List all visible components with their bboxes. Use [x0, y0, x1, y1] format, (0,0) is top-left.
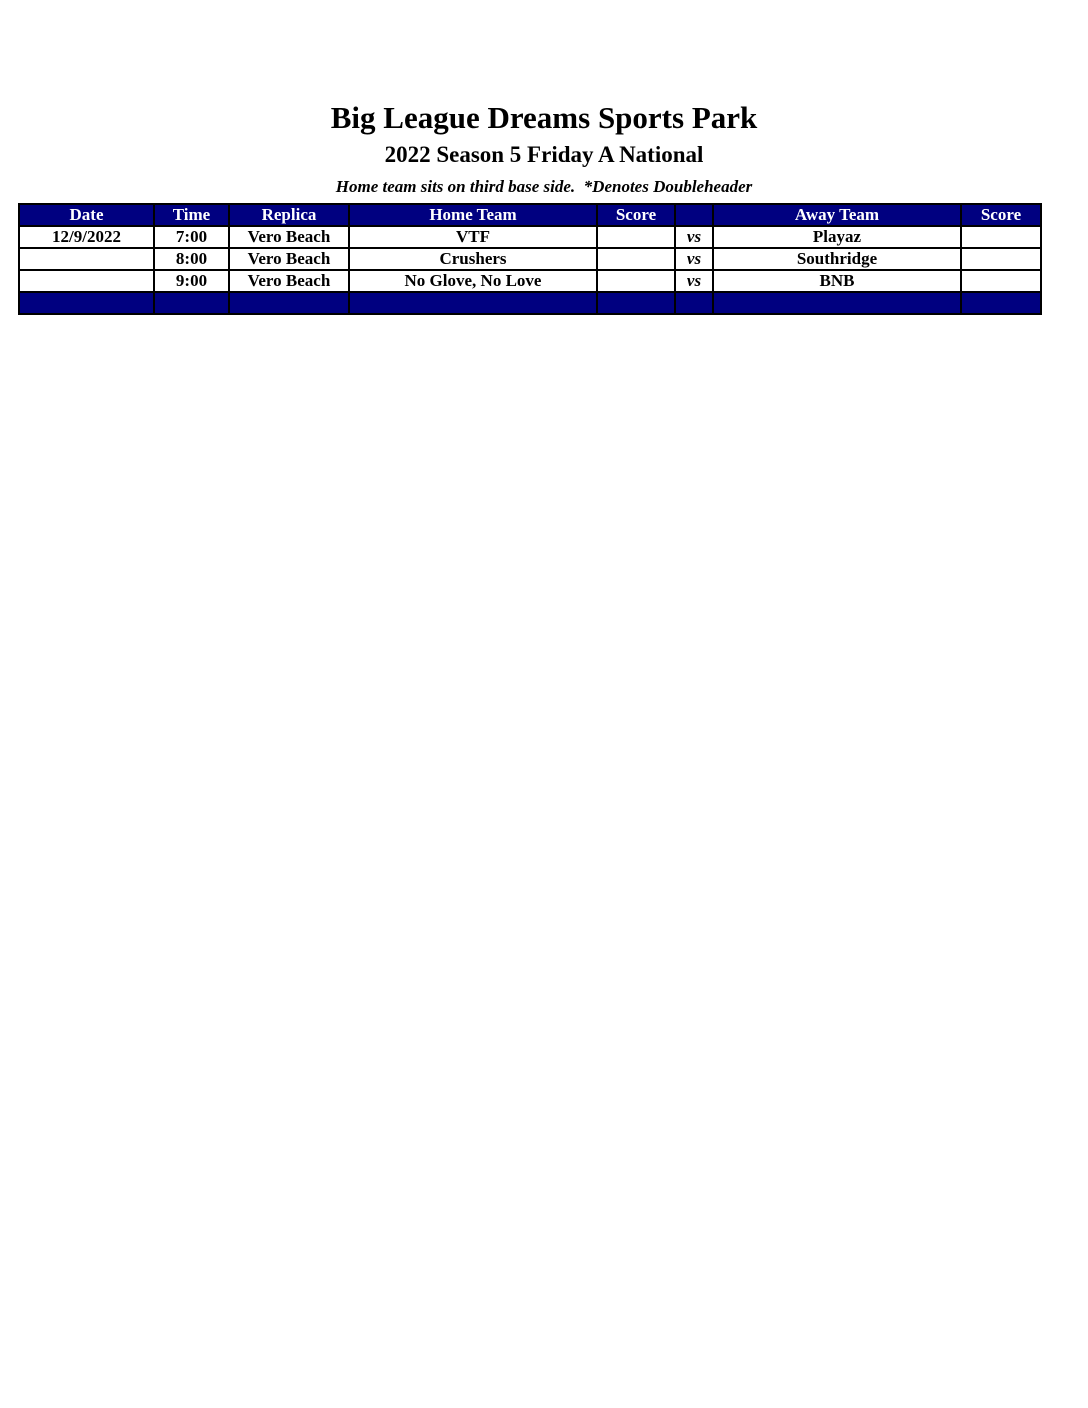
table-row: [19, 248, 1041, 270]
cell-field: Vero Beach: [229, 270, 349, 292]
cell-home-score: [597, 270, 675, 292]
cell-field: Vero Beach: [229, 226, 349, 248]
column-header-away-score: Score: [961, 204, 1041, 226]
cell-time: 9:00: [154, 270, 229, 292]
cell-home-score: [597, 248, 675, 270]
cell-away-score: [961, 248, 1041, 270]
cell-home-score: [597, 226, 675, 248]
cell-away-team: Southridge: [713, 248, 961, 270]
cell-away-score: [961, 270, 1041, 292]
page-subtitle: 2022 Season 5 Friday A National: [384, 142, 704, 167]
cell-field: Vero Beach: [229, 248, 349, 270]
column-header-home-team: Home Team: [349, 204, 597, 226]
cell-home-team: No Glove, No Love: [349, 270, 597, 292]
page-title: Big League Dreams Sports Park: [330, 100, 758, 135]
cell-time: 7:00: [154, 226, 229, 248]
column-header-away-team: Away Team: [713, 204, 961, 226]
cell-home-team: VTF: [349, 226, 597, 248]
cell-away-team: Playaz: [713, 226, 961, 248]
table-row: [19, 226, 1041, 248]
table-row: [19, 270, 1041, 292]
cell-time: 8:00: [154, 248, 229, 270]
column-header-date: Date: [19, 204, 154, 226]
table-footer-band: [19, 292, 1041, 314]
cell-date: 12/9/2022: [19, 226, 154, 248]
column-header-time: Time: [154, 204, 229, 226]
cell-away-score: [961, 226, 1041, 248]
header-row: [19, 204, 1041, 226]
column-header-vs: [675, 204, 713, 226]
cell-home-team: Crushers: [349, 248, 597, 270]
cell-date: [19, 270, 154, 292]
cell-vs: vs: [675, 270, 713, 292]
column-header-replica: Replica: [229, 204, 349, 226]
cell-vs: vs: [675, 226, 713, 248]
cell-vs: vs: [675, 248, 713, 270]
cell-away-team: BNB: [713, 270, 961, 292]
cell-date: [19, 248, 154, 270]
schedule-table: [18, 203, 1042, 315]
schedule-note: Home team sits on third base side. *Denotes Doubleheader: [335, 177, 753, 196]
column-header-home-score: Score: [597, 204, 675, 226]
